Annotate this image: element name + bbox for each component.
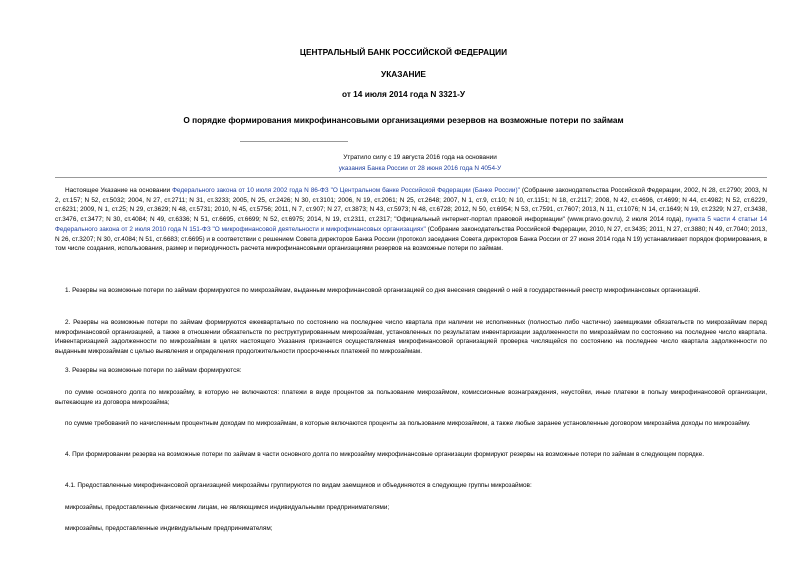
bank-name: ЦЕНТРАЛЬНЫЙ БАНК РОССИЙСКОЙ ФЕДЕРАЦИИ	[299, 47, 508, 57]
section-divider	[55, 177, 767, 178]
paragraph-3-item-b: по сумме требований по начисленным процентным доходам по микрозаймам, в которые включаются проценты за пользование микрозаймом, а также любые заранее установленные договором микрозайма доходы по микрозайму.	[65, 420, 751, 427]
document-date-number: от 14 июля 2014 года N 3321-У	[341, 89, 466, 99]
paragraph-4-1-item-a: микрозаймы, предоставленные физическим лицам, не являющимся индивидуальными предпринимателями;	[65, 504, 390, 511]
preamble-paragraph	[55, 186, 767, 254]
document-type: УКАЗАНИЕ	[381, 69, 426, 79]
preamble-text-3: (Собрание законодательства Российской Федерации, 2010, N 27, ст.3435; 2011, N 27, ст.3880; N 49, ст.7040; 2013, N 26, ст.3207; N 30, ст.4084; N 51, ст.6683; ст.6695) и в соответствии с решением Совета директоров Банка России (протокол заседания Совета директоров Банка России от 27 июня 2014 года N 19) устанавливает порядок формирования, в том числе создания, использования, размер и периодичность расчета микрофинансовыми организациями резервов на возможные потери по займам.	[55, 225, 768, 253]
preamble-text-1: Настоящее Указание на основании	[65, 187, 173, 194]
status-note-text: Утратило силу с 19 августа 2016 года на основании	[343, 154, 497, 161]
paragraph-4-1: 4.1. Предоставленные микрофинансовой организацией микрозаймы группируются по видам заемщиков и объединяются в следующие группы микрозаймов:	[65, 482, 532, 489]
paragraph-1: 1. Резервы на возможные потери по займам формируются по микрозаймам, выданным микрофинансовой организацией со дня внесения сведений о ней в государственный реестр микрофинансовых организаций.	[65, 287, 701, 294]
status-note	[240, 152, 600, 174]
paragraph-4-1-item-b: микрозаймы, предоставленные индивидуальным предпринимателям;	[65, 525, 273, 532]
federal-law-151-link[interactable]: пункта 5 части 4 статьи 14 Федерального закона от 2 июля 2010 года N 151-ФЗ "О микрофинансовой деятельности и микрофинансовых организациях"	[55, 216, 767, 233]
preamble-text-2: (Собрание законодательства Российской Федерации, 2002, N 28, ст.2790; 2003, N 2, ст.157; N 52, ст.5032; 2004, N 27, ст.2711; N 31, ст.3233; 2005, N 25, ст.2426; N 30, ст.3101; 2006, N 19, ст.2061; N 25, ст.2648; 2007, N 1, ст.9, ст.10; N 10, ст.1151; N 18, ст.2117; 2008, N 42, ст.4696, ст.4699; N 44, ст.4982; N 52, ст.6229, ст.6231; 2009, N 1, ст.25; N 29, ст.3629; N 48, ст.5731; 2010, N 45, ст.5756; 2011, N 7, ст.907; N 27, ст.3873; N 43, ст.5973; N 48, ст.6728; 2012, N 50, ст.6954; N 53, ст.7591, ст.7607; 2013, N 11, ст.1076; N 14, ст.1649; N 19, ст.2329; N 27, ст.3438, ст.3476, ст.3477; N 30, ст.4084; N 49, ст.6336; N 51, ст.6695, ст.6699; N 52, ст.6975; 2014, N 19, ст.2311, ст.2317; "Официальный интернет-портал правовой информации" (www.pravo.gov.ru), 2 июля 2014 года),	[55, 187, 767, 224]
repeal-link[interactable]: указания Банка России от 28 июня 2016 года N 4054-У	[338, 165, 502, 172]
federal-law-86-link[interactable]: Федерального закона от 10 июля 2002 года N 86-ФЗ "О Центральном банке Российской Федерации (Банке России)"	[172, 187, 520, 194]
paragraph-3-item-a: по сумме основного долга по микрозайму, в которую не включаются: платежи в виде процентов за пользование микрозаймом, комиссионные вознаграждения, неустойки, иные платежи в пользу микрофинансовой организации, вытекающие из договора микрозайма;	[55, 389, 767, 406]
paragraph-4: 4. При формировании резерва на возможные потери по займам в части основного долга по микрозайму микрофинансовые организации формируют резервы на возможные потери по займам в следующем порядке.	[65, 451, 704, 458]
paragraph-2: 2. Резервы на возможные потери по займам формируются ежеквартально по состоянию на последнее число квартала при наличии не исполненных (полностью либо частично) заемщиками обязательств по микрозаймам перед микрофинансовой организацией, а также в отношении обязательств по реструктурированным микрозаймам, установленных по результатам инвентаризации задолженности по микрозаймам по состоянию на последнее число квартала. Инвентаризацией задолженности по микрозаймам в целях настоящего Указания признается осуществляемая микрофинансовой организацией проверка числящейся по состоянию на последнее число квартала задолженности по выданным микрозаймам с целью выявления и определения продолжительности просроченных платежей по микрозаймам.	[55, 319, 767, 356]
paragraph-3: 3. Резервы на возможные потери по займам формируются:	[65, 367, 242, 374]
title-divider	[240, 141, 348, 142]
document-title: О порядке формирования микрофинансовыми организациями резервов на возможные потери по займам	[183, 115, 624, 125]
